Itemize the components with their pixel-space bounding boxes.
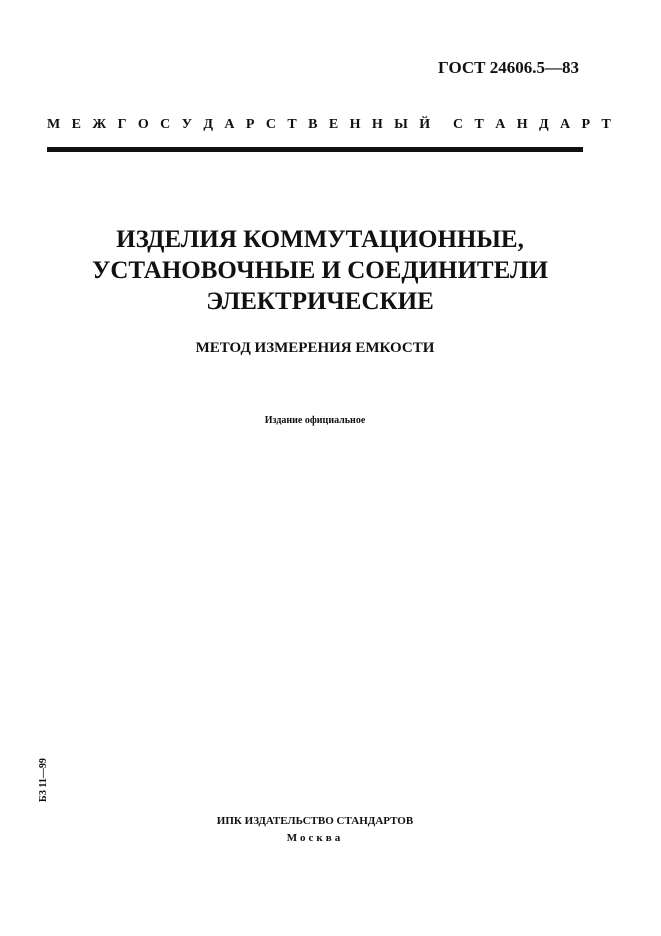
letter: С [452, 117, 464, 132]
letter: Р [581, 117, 591, 132]
document-title [0, 224, 640, 317]
title-line: ЭЛЕКТРИЧЕСКИЕ [206, 288, 434, 315]
letter: А [495, 117, 506, 132]
publisher-city: Москва [286, 832, 344, 844]
standard-type-word-standard [442, 117, 611, 133]
letter: Г [117, 117, 127, 132]
letter: Т [474, 117, 484, 132]
publisher-name: ИПК ИЗДАТЕЛЬСТВО СТАНДАРТОВ [216, 815, 414, 827]
standard-type-heading [47, 117, 611, 133]
letter: Т [601, 117, 611, 132]
letter: Н [516, 117, 528, 132]
letter: Ж [92, 117, 107, 132]
letter: А [560, 117, 571, 132]
letter: Н [349, 117, 361, 132]
letter: Т [287, 117, 297, 132]
letter: Й [419, 117, 431, 132]
document-code: ГОСТ 24606.5—83 [438, 58, 579, 77]
standard-type-word-interstate [47, 117, 442, 133]
letter: Д [539, 117, 549, 132]
side-code: БЗ 11—99 [38, 758, 49, 802]
letter: О [137, 117, 149, 132]
letter: Д [203, 117, 213, 132]
letter: В [308, 117, 318, 132]
title-line: ИЗДЕЛИЯ КОММУТАЦИОННЫЕ, [116, 226, 524, 253]
header-rule [47, 147, 583, 152]
publisher-block [0, 813, 630, 847]
letter: М [47, 117, 61, 132]
title-line: УСТАНОВОЧНЫЕ И СОЕДИНИТЕЛИ [91, 257, 549, 284]
letter: С [265, 117, 276, 132]
letter: А [224, 117, 235, 132]
edition-note: Издание официальное [264, 415, 366, 426]
letter: Н [371, 117, 383, 132]
letter: Е [71, 117, 81, 132]
letter: С [160, 117, 171, 132]
letter: У [181, 117, 192, 132]
document-subtitle: МЕТОД ИЗМЕРЕНИЯ ЕМКОСТИ [195, 340, 435, 356]
letter: Е [328, 117, 339, 132]
letter: Р [245, 117, 255, 132]
letter: Ы [394, 117, 408, 132]
